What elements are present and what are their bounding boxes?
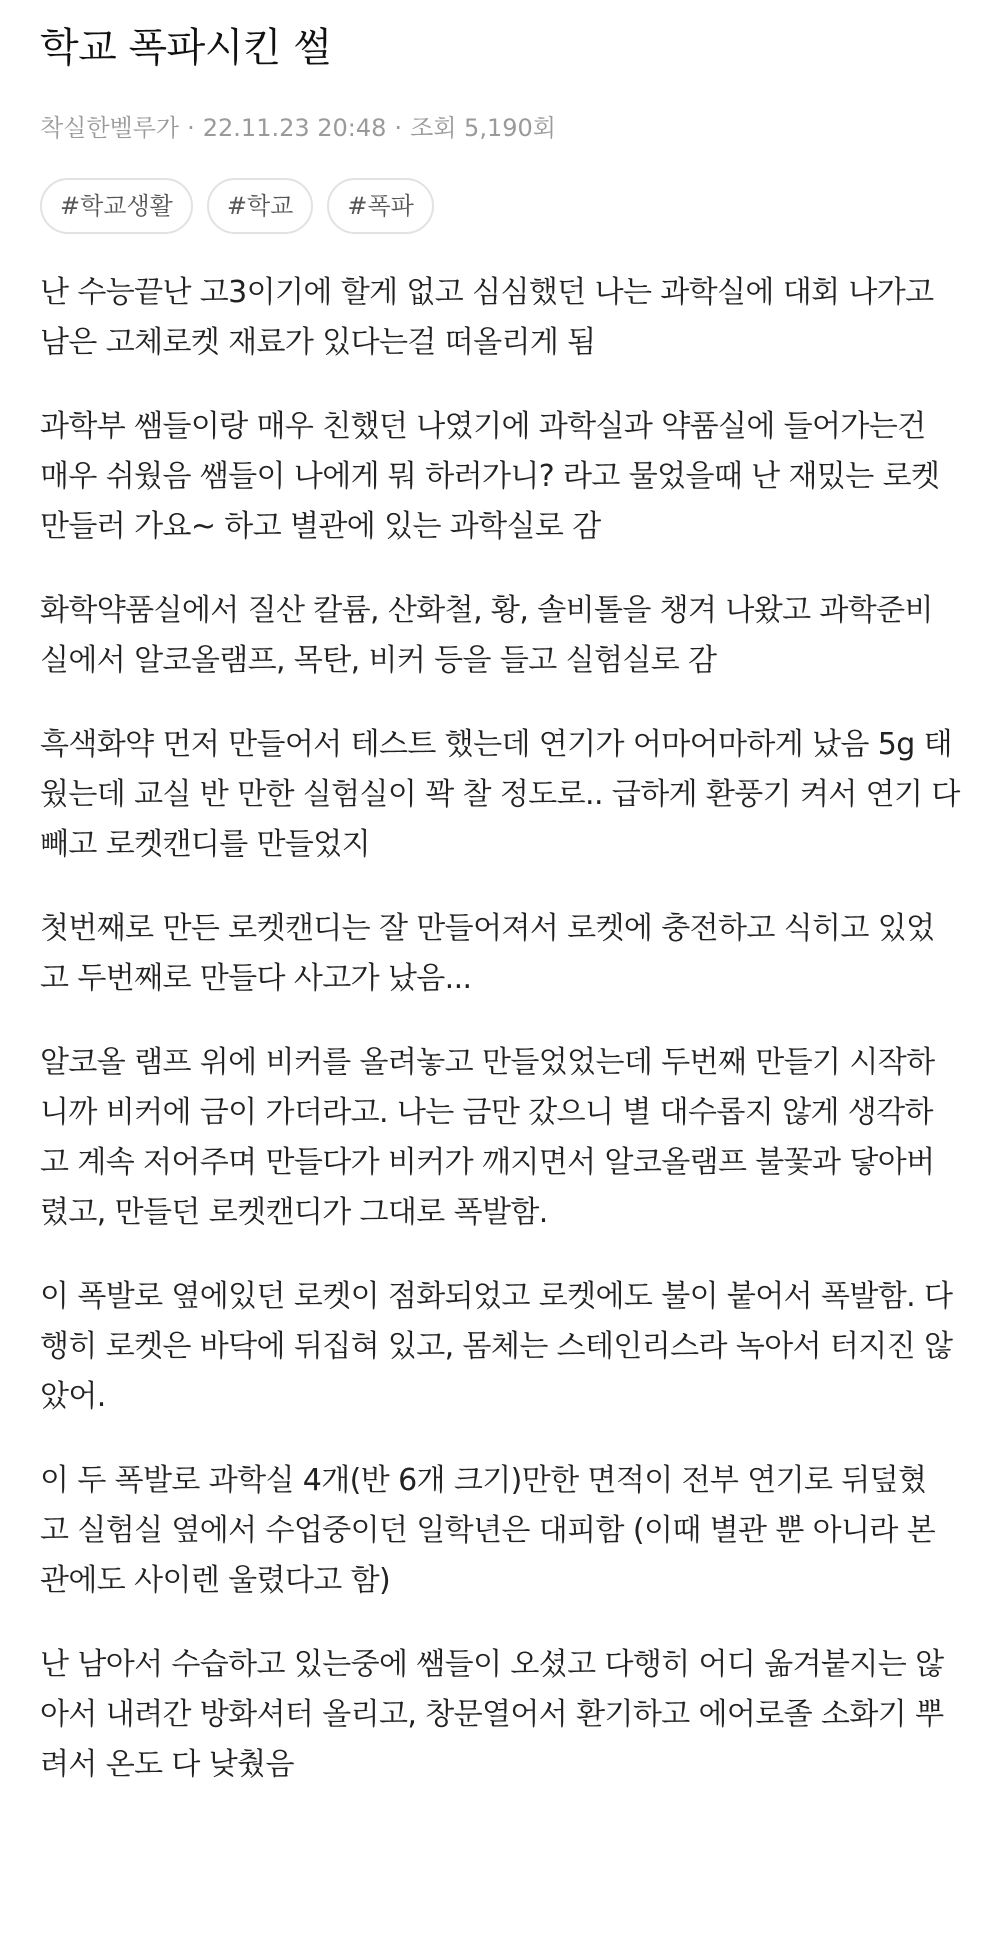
body-line: 았어. bbox=[40, 1379, 106, 1414]
body-line: 화학약품실에서 질산 칼륨, 산화철, 황, 솔비톨을 챙겨 나왔고 과학준비 bbox=[40, 593, 933, 628]
body-paragraph bbox=[40, 402, 960, 552]
body-paragraph bbox=[40, 268, 960, 368]
body-line: 남은 고체로켓 재료가 있다는걸 떠올리게 됨 bbox=[40, 325, 596, 360]
body-paragraph bbox=[40, 1456, 960, 1606]
body-line: 행히 로켓은 바닥에 뒤집혀 있고, 몸체는 스테인리스라 녹아서 터지진 않 bbox=[40, 1329, 953, 1364]
body-line: 아서 내려간 방화셔터 올리고, 창문열어서 환기하고 에어로졸 소화기 뿌 bbox=[40, 1697, 944, 1732]
body-line: 실에서 알코올램프, 목탄, 비커 등을 들고 실험실로 감 bbox=[40, 643, 717, 678]
body-line: 관에도 사이렌 울렸다고 함) bbox=[40, 1563, 391, 1598]
body-paragraph bbox=[40, 1640, 960, 1790]
body-line: 난 수능끝난 고3이기에 할게 없고 심심했던 나는 과학실에 대회 나가고 bbox=[40, 275, 934, 310]
body-line: 고 두번째로 만들다 사고가 났음... bbox=[40, 961, 472, 996]
tag-chip[interactable]: #학교생활 bbox=[40, 178, 193, 234]
body-line: 흑색화약 먼저 만들어서 테스트 했는데 연기가 어마어마하게 났음 5g 태 bbox=[40, 727, 952, 762]
meta-separator: · bbox=[187, 114, 195, 142]
body-line: 난 남아서 수습하고 있는중에 쌤들이 오셨고 다행히 어디 옮겨붙지는 않 bbox=[40, 1647, 944, 1682]
body-paragraph bbox=[40, 904, 960, 1004]
body-paragraph bbox=[40, 586, 960, 686]
body-paragraph bbox=[40, 720, 960, 870]
body-line: 빼고 로켓캔디를 만들었지 bbox=[40, 827, 371, 862]
body-line: 니까 비커에 금이 가더라고. 나는 금만 갔으니 별 대수롭지 않게 생각하 bbox=[40, 1095, 933, 1130]
body-line: 고 계속 저어주며 만들다가 비커가 깨지면서 알코올램프 불꽃과 닿아버 bbox=[40, 1145, 935, 1180]
body-line: 이 두 폭발로 과학실 4개(반 6개 크기)만한 면적이 전부 연기로 뒤덮혔 bbox=[40, 1463, 927, 1498]
body-line: 이 폭발로 옆에있던 로켓이 점화되었고 로켓에도 불이 붙어서 폭발함. 다 bbox=[40, 1279, 953, 1314]
body-line: 과학부 쌤들이랑 매우 친했던 나였기에 과학실과 약품실에 들어가는건 bbox=[40, 409, 926, 444]
body-line: 웠는데 교실 반 만한 실험실이 꽉 찰 정도로.. 급하게 환풍기 켜서 연기 다 bbox=[40, 777, 960, 812]
body-line: 알코올 램프 위에 비커를 올려놓고 만들었었는데 두번째 만들기 시작하 bbox=[40, 1045, 935, 1080]
body-paragraph bbox=[40, 1272, 960, 1422]
post-content bbox=[40, 268, 960, 1790]
tag-chip[interactable]: #폭파 bbox=[327, 178, 433, 234]
post-title: 학교 폭파시킨 썰 bbox=[40, 25, 332, 71]
body-line: 첫번째로 만든 로켓캔디는 잘 만들어져서 로켓에 충전하고 식히고 있었 bbox=[40, 911, 935, 946]
body-line: 렸고, 만들던 로켓캔디가 그대로 폭발함. bbox=[40, 1195, 548, 1230]
body-line: 만들러 가요~ 하고 별관에 있는 과학실로 감 bbox=[40, 509, 601, 544]
body-line: 고 실험실 옆에서 수업중이던 일학년은 대피함 (이때 별관 뿐 아니라 본 bbox=[40, 1513, 936, 1548]
author-name[interactable]: 착실한벨루가 bbox=[40, 114, 180, 142]
tag-chip[interactable]: #학교 bbox=[207, 178, 313, 234]
body-line: 매우 쉬웠음 쌤들이 나에게 뭐 하러가니? 라고 물었을때 난 재밌는 로켓 bbox=[40, 459, 940, 494]
tag-list bbox=[40, 178, 960, 234]
body-line: 려서 온도 다 낮췄음 bbox=[40, 1747, 294, 1782]
view-count: 조회 5,190회 bbox=[410, 114, 556, 142]
post-meta bbox=[40, 112, 960, 144]
meta-separator: · bbox=[394, 114, 403, 142]
body-paragraph bbox=[40, 1038, 960, 1238]
post-datetime: 22.11.23 20:48 bbox=[202, 114, 387, 142]
